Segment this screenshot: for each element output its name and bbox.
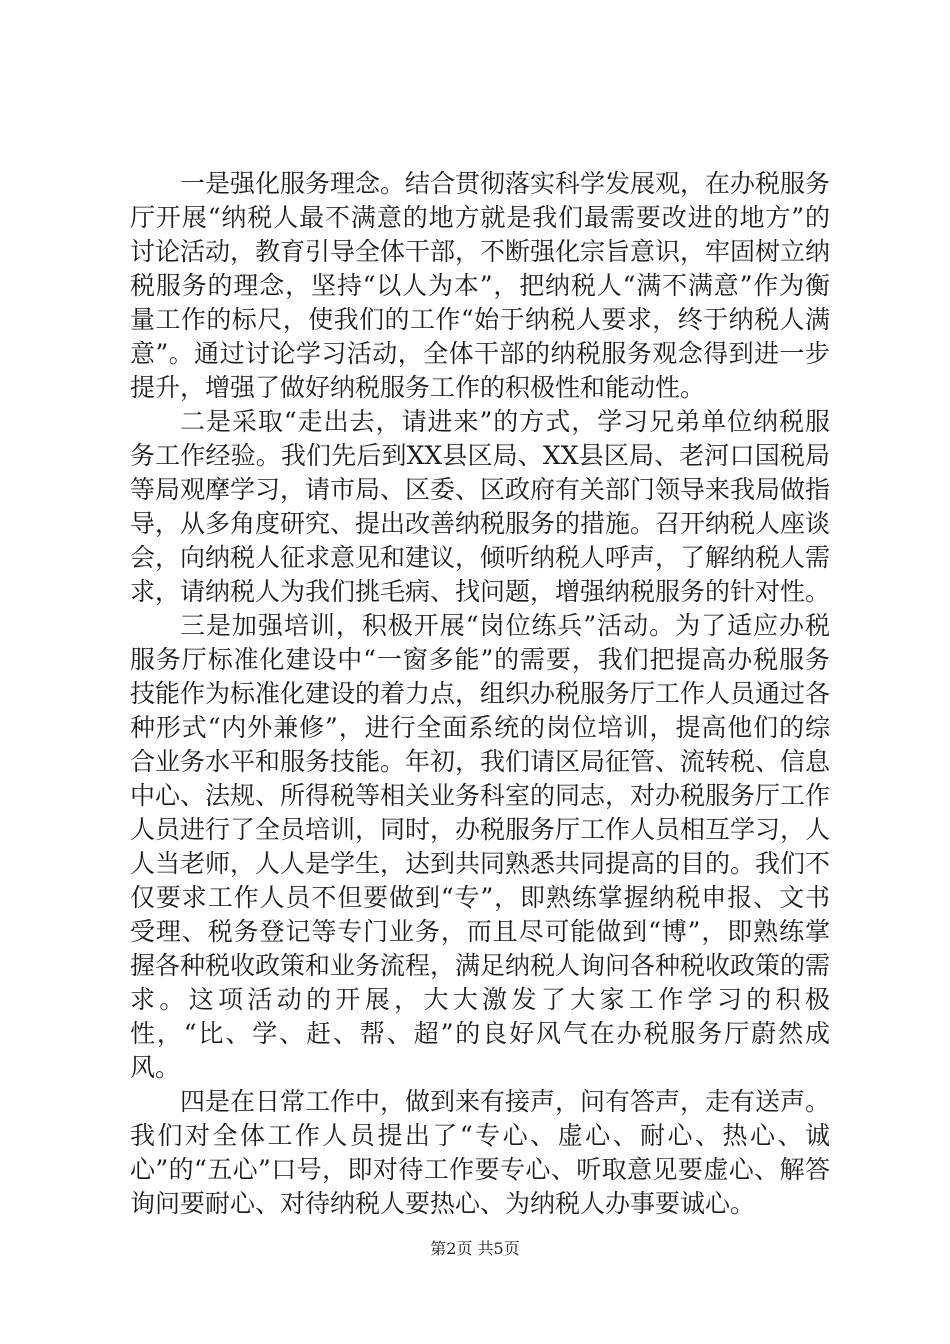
paragraph-2: 二是采取“走出去，请进来”的方式，学习兄弟单位纳税服务工作经验。我们先后到XX县区局、XX县区局、老河口国税局等局观摩学习，请市局、区委、区政府有关部门领导来我局做指导，从多角度研究、提出改善纳税服务的措施。召开纳税人座谈会，向纳税人征求意见和建议，倾听纳税人呼声，了解纳税人需求，请纳税人为我们挑毛病、找问题，增强纳税服务的针对性。 <box>130 407 831 606</box>
paragraph-3: 三是加强培训，积极开展“岗位练兵”活动。为了适应办税服务厅标准化建设中“一窗多能”的需要，我们把提高办税服务技能作为标准化建设的着力点，组织办税服务厅工作人员通过各种形式“内外兼修”，进行全面系统的岗位培训，提高他们的综合业务水平和服务技能。年初，我们请区局征管、流转税、信息中心、法规、所得税等相关业务科室的同志，对办税服务厅工作人员进行了全员培训，同时，办税服务厅工作人员相互学习，人人当老师，人人是学生，达到共同熟悉共同提高的目的。我们不仅要求工作人员不但要做到“专”，即熟练掌握纳税申报、文书受理、税务登记等专门业务，而且尽可能做到“博”，即熟练掌握各种税收政策和业务流程，满足纳税人询问各种税收政策的需求。这项活动的开展，大大激发了大家工作学习的积极性，“比、学、赶、帮、超”的良好风气在办税服务厅蔚然成风。 <box>130 611 831 1082</box>
page-number: 第2页 共5页 <box>430 1239 520 1258</box>
paragraph-1: 一是强化服务理念。结合贯彻落实科学发展观，在办税服务厅开展“纳税人最不满意的地方就是我们最需要改进的地方”的讨论活动，教育引导全体干部，不断强化宗旨意识，牢固树立纳税服务的理念，坚持“以人为本”，把纳税人“满不满意”作为衡量工作的标尺，使我们的工作“始于纳税人要求，终于纳税人满意”。通过讨论学习活动，全体干部的纳税服务观念得到进一步提升，增强了做好纳税服务工作的积极性和能动性。 <box>130 169 831 402</box>
body-text <box>130 167 830 1221</box>
paragraph-4: 四是在日常工作中，做到来有接声，问有答声，走有送声。我们对全体工作人员提出了“专心、虚心、耐心、热心、诚心”的“五心”口号，即对待工作要专心、听取意见要虚心、解答询问要耐心、对待纳税人要热心、为纳税人办事要诚心。 <box>130 1087 831 1218</box>
